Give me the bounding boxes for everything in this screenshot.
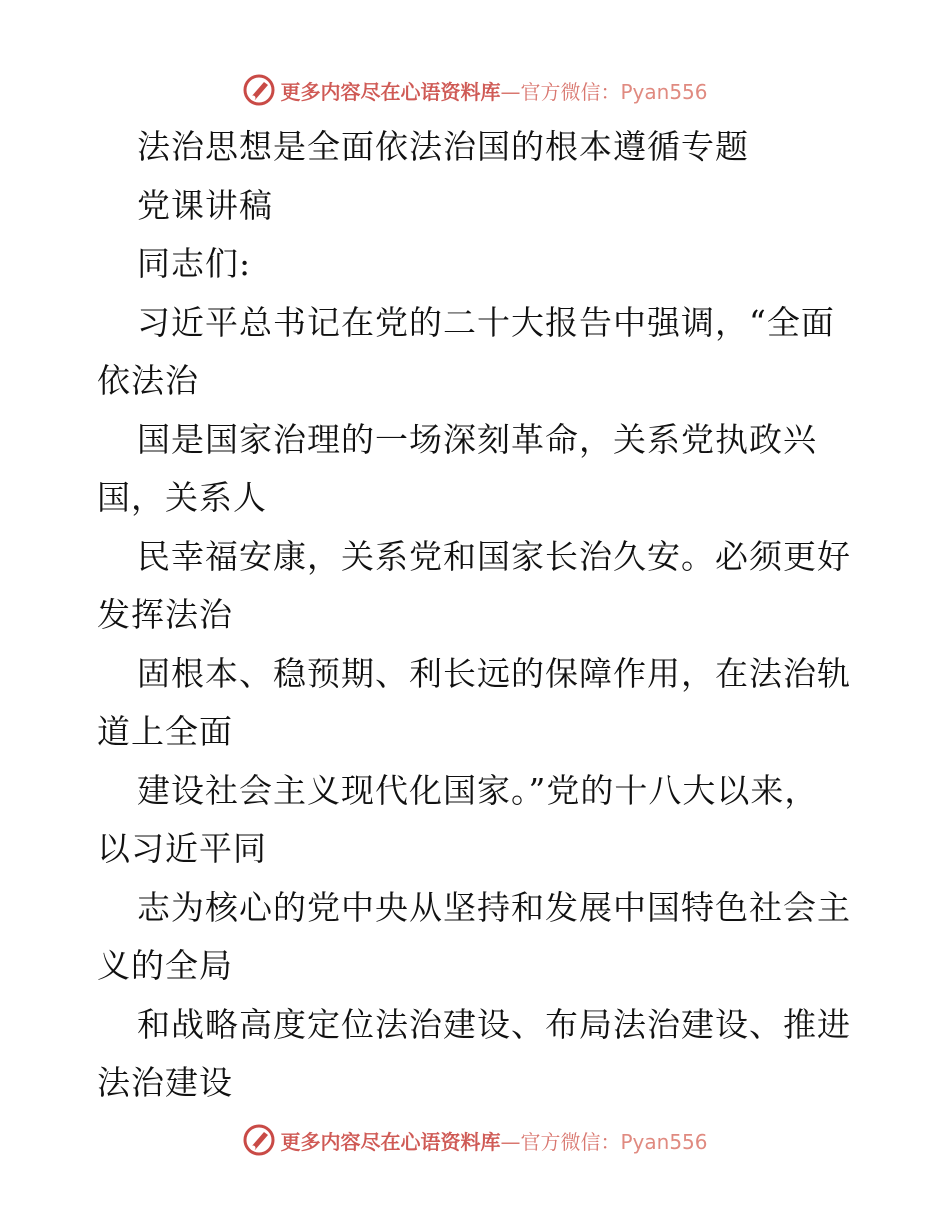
text-line: 固根本、稳预期、利长远的保障作用，在法治轨 <box>137 653 851 693</box>
text-line: 发挥法治 <box>97 595 233 634</box>
header-watermark <box>0 70 950 110</box>
text-line: 党课讲稿 <box>137 185 273 225</box>
text-line: 国是国家治理的一场深刻革命，关系党执政兴 <box>137 419 817 459</box>
watermark-wechat: 官方微信： <box>520 1129 621 1154</box>
text-line: 志为核心的党中央从坚持和发展中国特色社会主 <box>137 887 851 927</box>
logo-icon <box>242 1123 276 1157</box>
watermark-wechat: 官方微信： <box>520 79 621 104</box>
text-line: 建设社会主义现代化国家。”党的十八大以来， <box>137 770 819 810</box>
watermark-text <box>280 1126 707 1155</box>
text-line: 义的全局 <box>97 946 233 985</box>
text-line: 法治思想是全面依法治国的根本遵循专题 <box>137 127 749 166</box>
watermark-account: Pyan556 <box>620 1129 708 1154</box>
logo-icon <box>242 73 276 107</box>
watermark-main: 更多内容尽在心语资料库 <box>280 79 501 104</box>
footer-watermark <box>0 1120 950 1160</box>
watermark-account: Pyan556 <box>620 79 708 104</box>
text-line: 同志们: <box>137 244 252 283</box>
text-line: 习近平总书记在党的二十大报告中强调，“全面 <box>137 302 835 342</box>
text-line: 道上全面 <box>97 712 233 751</box>
watermark-text <box>280 76 707 105</box>
document-body <box>97 118 857 1113</box>
watermark-dash: — <box>500 79 521 104</box>
text-line: 和战略高度定位法治建设、布局法治建设、推进 <box>137 1004 851 1044</box>
text-line: 民幸福安康，关系党和国家长治久安。必须更好 <box>137 536 851 576</box>
watermark-dash: — <box>500 1129 521 1154</box>
watermark-main: 更多内容尽在心语资料库 <box>280 1129 501 1154</box>
text-line: 国，关系人 <box>97 478 267 517</box>
text-line: 依法治 <box>97 361 199 400</box>
text-line: 以习近平同 <box>97 829 267 868</box>
text-line: 法治建设 <box>97 1063 233 1102</box>
